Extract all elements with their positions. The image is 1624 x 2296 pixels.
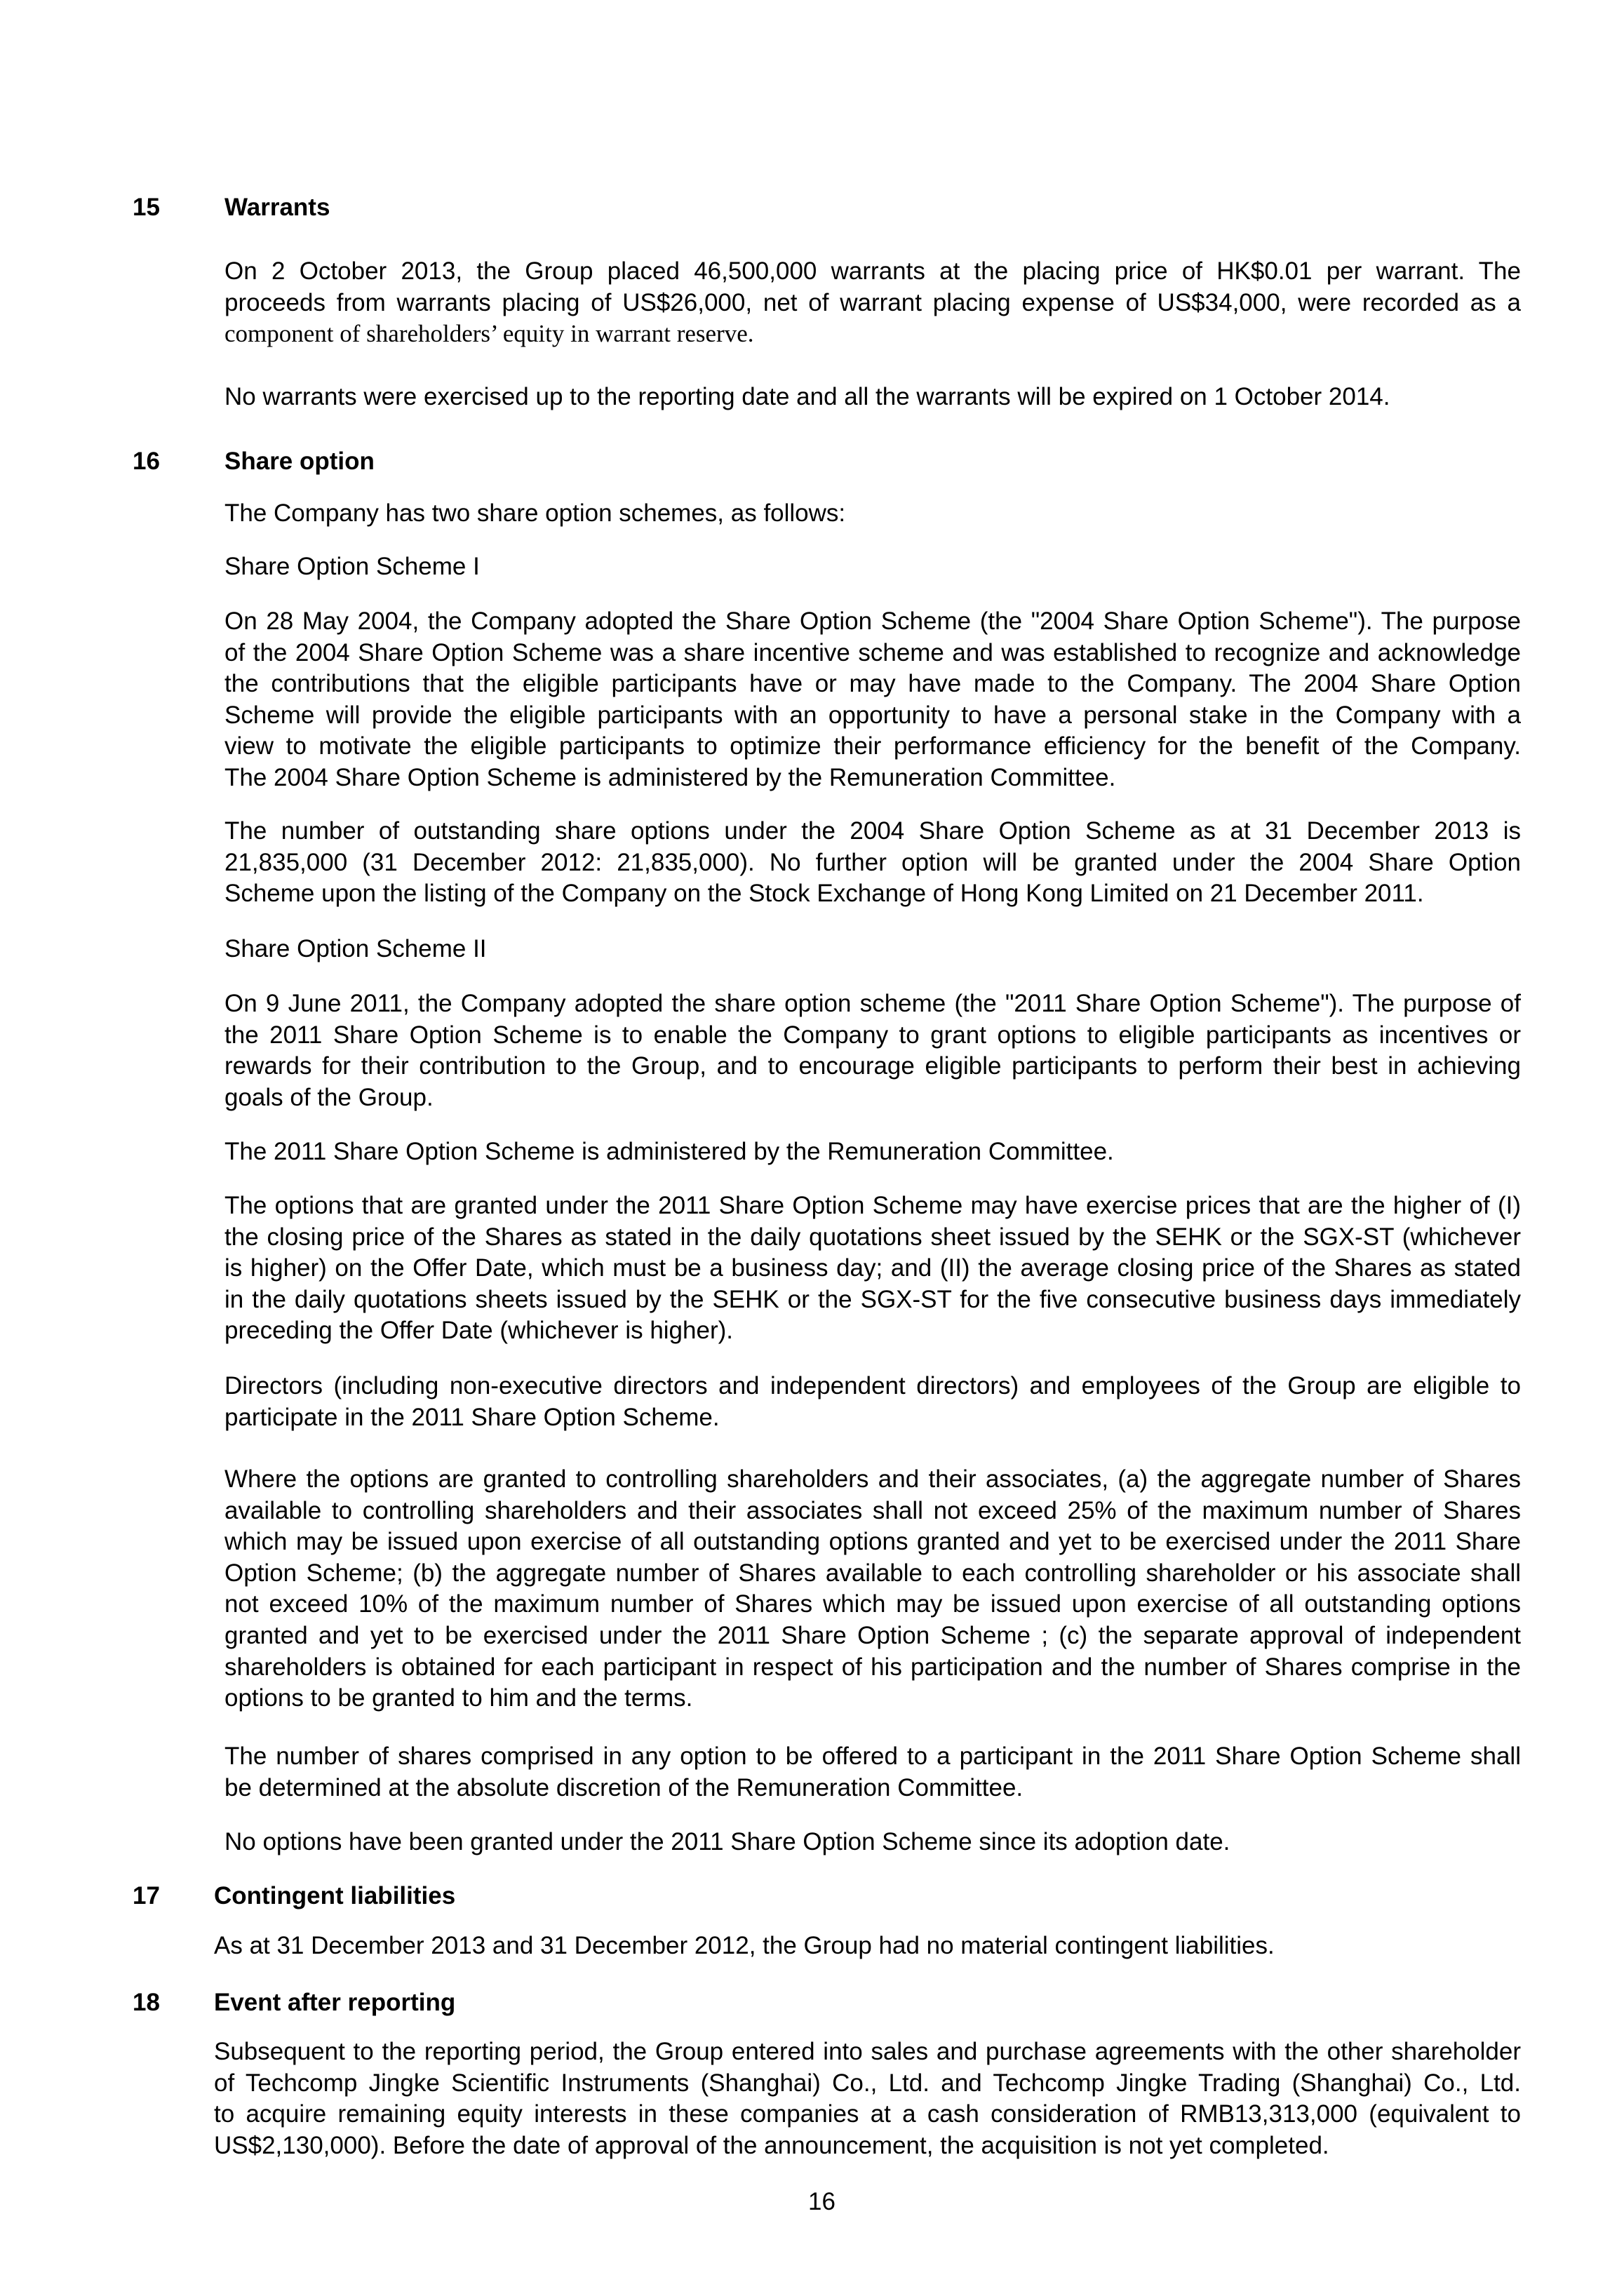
paragraph-line: to acquire remaining equity interests in these companies at a cash consideration of RMB13,313,000 (equivalent to — [214, 2100, 1521, 2128]
scheme-2-discretion-paragraph — [224, 1741, 1521, 1804]
section-17-heading — [0, 1880, 1624, 1912]
paragraph-line: The 2004 Share Option Scheme is administered by the Remuneration Committee. — [224, 763, 1116, 791]
page-number: 16 — [808, 2188, 836, 2215]
paragraph-line: participate in the 2011 Share Option Scheme. — [224, 1403, 720, 1431]
paragraph-line: which may be issued upon exercise of all outstanding options granted and yet to be exercised under the 2011 Share — [224, 1528, 1521, 1556]
paragraph-line: The options that are granted under the 2011 Share Option Scheme may have exercise prices that are the higher of (I) — [224, 1192, 1521, 1219]
paragraph-line: view to motivate the eligible participants to optimize their performance efficiency for the benefit of the Company. — [224, 732, 1521, 760]
scheme-1-adoption-paragraph — [224, 606, 1521, 794]
paragraph-line: Directors (including non-executive directors and independent directors) and employees of the Group are eligible to — [224, 1372, 1521, 1399]
paragraph-line: US$2,130,000). Before the date of approval of the announcement, the acquisition is not yet completed. — [214, 2131, 1329, 2159]
paragraph-line: The 2011 Share Option Scheme is administered by the Remuneration Committee. — [224, 1138, 1114, 1165]
paragraph-line: Scheme will provide the eligible participants with an opportunity to have a personal stake in the Company with a — [224, 701, 1521, 729]
scheme-2-exercise-price-paragraph — [224, 1190, 1521, 1347]
section-15-heading — [0, 192, 1624, 223]
scheme-2-administration-paragraph — [224, 1136, 1521, 1168]
section-number: 15 — [133, 194, 160, 221]
section-title: Warrants — [224, 194, 330, 221]
scheme-2-controlling-shareholders-paragraph — [224, 1464, 1521, 1714]
warrants-exercise-paragraph — [224, 382, 1521, 413]
paragraph-line: As at 31 December 2013 and 31 December 2012, the Group had no material contingent liabilities. — [214, 1932, 1275, 1959]
scheme-1-outstanding-paragraph — [224, 816, 1521, 910]
section-16-heading — [0, 445, 1624, 477]
paragraph-line: component of shareholders’ equity in warrant reserve. — [224, 320, 754, 348]
scheme-1-subtitle — [224, 551, 1521, 583]
paragraph-line: not exceed 10% of the maximum number of Shares which may be issued upon exercise of all outstanding options — [224, 1590, 1521, 1618]
section-number: 17 — [133, 1882, 160, 1909]
paragraph-line: be determined at the absolute discretion of the Remuneration Committee. — [224, 1773, 1024, 1801]
paragraph-line: The number of outstanding share options under the 2004 Share Option Scheme as at 31 December 2013 is — [224, 817, 1521, 845]
paragraph-line: of Techcomp Jingke Scientific Instruments (Shanghai) Co., Ltd. and Techcomp Jingke Trading (Shanghai) Co., Ltd. — [214, 2069, 1521, 2097]
paragraph-line: Subsequent to the reporting period, the Group entered into sales and purchase agreements with the other shareholder — [214, 2038, 1521, 2065]
paragraph-line: goals of the Group. — [224, 1083, 434, 1111]
paragraph-line: rewards for their contribution to the Group, and to encourage eligible participants to perform their best in achieving — [224, 1052, 1521, 1080]
scheme-2-eligibility-paragraph — [224, 1371, 1521, 1433]
share-option-intro — [224, 498, 1521, 530]
scheme-2-subtitle — [224, 934, 1521, 965]
paragraph-line: of the 2004 Share Option Scheme was a share incentive scheme and was established to recognize and acknowledge — [224, 638, 1521, 666]
paragraph-line: On 28 May 2004, the Company adopted the Share Option Scheme (the "2004 Share Option Scheme"). The purpose — [224, 607, 1521, 635]
paragraph-line: The Company has two share option schemes, as follows: — [224, 499, 846, 527]
paragraph-line: Where the options are granted to controlling shareholders and their associates, (a) the aggregate number of Shares — [224, 1465, 1521, 1493]
paragraph-line: Option Scheme; (b) the aggregate number of Shares available to each controlling shareholder or his associate shall — [224, 1559, 1521, 1587]
paragraph-line: preceding the Offer Date (whichever is higher). — [224, 1317, 733, 1345]
paragraph-line: On 2 October 2013, the Group placed 46,500,000 warrants at the placing price of HK$0.01 per warrant. The — [224, 257, 1521, 285]
section-number: 18 — [133, 1989, 160, 2016]
warrants-placement-paragraph — [224, 256, 1521, 350]
scheme-2-no-options-paragraph — [224, 1827, 1521, 1858]
paragraph-line: 21,835,000 (31 December 2012: 21,835,000). No further option will be granted under the 2004 Share Option — [224, 848, 1521, 876]
section-title: Share option — [224, 448, 375, 475]
paragraph-line: No options have been granted under the 2011 Share Option Scheme since its adoption date. — [224, 1828, 1230, 1855]
paragraph-line: in the daily quotations sheets issued by the SEHK or the SGX-ST for the five consecutive business days immediately — [224, 1285, 1521, 1313]
paragraph-line: proceeds from warrants placing of US$26,000, net of warrant placing expense of US$34,000, were recorded as a — [224, 288, 1521, 316]
event-after-reporting-paragraph — [214, 2036, 1521, 2161]
paragraph-line: available to controlling shareholders and their associates shall not exceed 25% of the maximum number of Shares — [224, 1496, 1521, 1524]
paragraph-line: Scheme upon the listing of the Company on the Stock Exchange of Hong Kong Limited on 21 December 2011. — [224, 880, 1424, 908]
paragraph-line: options to be granted to him and the terms. — [224, 1684, 693, 1712]
contingent-liabilities-paragraph — [214, 1931, 1521, 1962]
paragraph-line: the contributions that the eligible participants have or may have made to the Company. The 2004 Share Option — [224, 670, 1521, 698]
paragraph-line: granted and yet to be exercised under the 2011 Share Option Scheme ; (c) the separate approval of independent — [224, 1621, 1521, 1649]
section-18-heading — [0, 1987, 1624, 2018]
paragraph-line: the 2011 Share Option Scheme is to enable the Company to grant options to eligible participants as incentives or — [224, 1021, 1521, 1049]
subtitle-line: Share Option Scheme II — [224, 935, 487, 962]
section-title: Contingent liabilities — [214, 1882, 456, 1909]
paragraph-line: shareholders is obtained for each participant in respect of his participation and the number of Shares comprise in the — [224, 1653, 1521, 1681]
subtitle-line: Share Option Scheme I — [224, 553, 480, 580]
paragraph-line: On 9 June 2011, the Company adopted the share option scheme (the "2011 Share Option Scheme"). The purpose of — [224, 990, 1521, 1017]
paragraph-line: No warrants were exercised up to the reporting date and all the warrants will be expired on 1 October 2014. — [224, 383, 1390, 410]
paragraph-line: The number of shares comprised in any option to be offered to a participant in the 2011 Share Option Scheme shall — [224, 1743, 1521, 1770]
section-title: Event after reporting — [214, 1989, 456, 2016]
paragraph-line: is higher) on the Offer Date, which must be a business day; and (II) the average closing price of the Shares as stated — [224, 1254, 1521, 1282]
section-number: 16 — [133, 448, 160, 475]
scheme-2-adoption-paragraph — [224, 988, 1521, 1113]
paragraph-line: the closing price of the Shares as stated in the daily quotations sheet issued by the SEHK or the SGX-ST (whichever — [224, 1223, 1521, 1251]
